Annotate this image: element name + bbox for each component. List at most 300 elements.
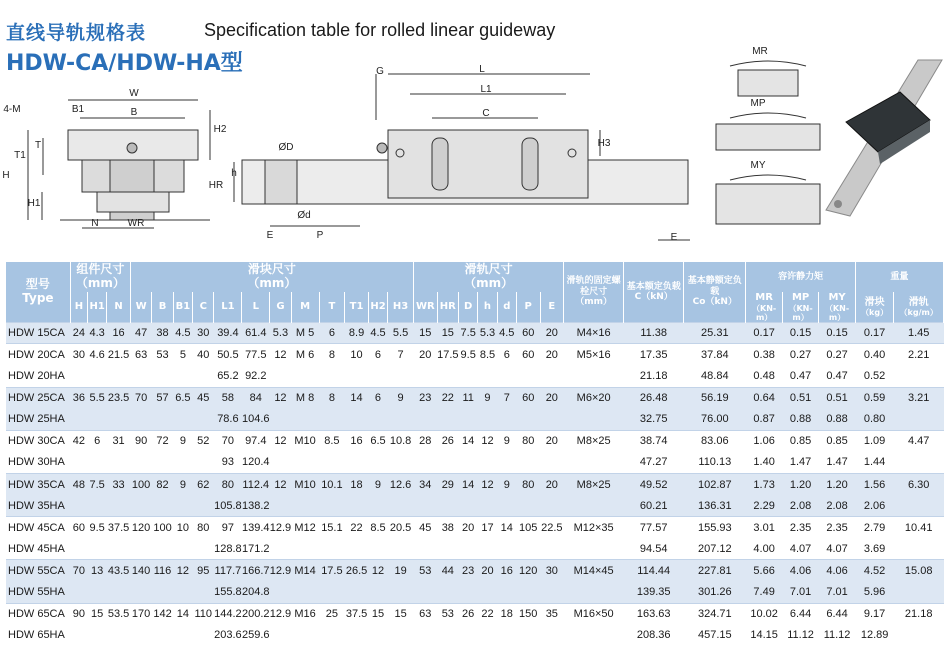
col-head-p: P [516, 292, 540, 322]
table-cell: 110.13 [698, 456, 732, 469]
table-cell [173, 582, 192, 604]
table-cell [368, 582, 387, 604]
table-cell: 116 [152, 560, 173, 582]
table-cell: 1.56 [855, 474, 894, 496]
table-cell [497, 582, 516, 604]
table-cell [87, 625, 106, 647]
table-cell: 80 [516, 474, 540, 496]
table-cell: 2.79 [855, 517, 894, 539]
table-cell: 301.26 [684, 582, 746, 604]
table-cell: 1.47 [826, 456, 848, 469]
moment-symbol: MY [828, 292, 846, 303]
table-cell: 7.5 [87, 474, 106, 496]
table-cell: 93 [221, 456, 235, 469]
table-cell: M 5 [291, 322, 319, 344]
table-cell: 60.21 [624, 495, 684, 517]
table-cell: 7 [388, 344, 414, 366]
label-wr: WR [127, 218, 145, 229]
table-cell: 62 [193, 474, 214, 496]
table-row [6, 430, 944, 452]
table-cell [459, 582, 478, 604]
table-cell [173, 538, 192, 560]
table-cell: 21.5 [107, 344, 131, 366]
table-cell: 20 [540, 430, 564, 452]
table-cell: 120 [516, 560, 540, 582]
col-head-h1: H1 [87, 292, 106, 322]
table-cell [516, 538, 540, 560]
table-cell: 0.88 [782, 409, 818, 431]
col-head-b1: B1 [173, 292, 192, 322]
table-cell: 4.5 [497, 322, 516, 344]
table-cell: M14 [291, 560, 319, 582]
table-cell: 9.5 [87, 517, 106, 539]
label-l: L [479, 64, 485, 75]
table-cell: 29 [437, 474, 458, 496]
table-cell [87, 452, 106, 474]
table-cell [497, 452, 516, 474]
head-assembly: 组件尺寸 [76, 262, 125, 277]
table-cell [107, 625, 131, 647]
table-cell [478, 409, 497, 431]
table-cell: 82 [152, 474, 173, 496]
table-row [6, 474, 944, 496]
model-cell: HDW 55HA [6, 582, 70, 604]
table-cell: 13 [87, 560, 106, 582]
table-cell: M14×45 [564, 560, 624, 582]
table-cell: 6 [497, 344, 516, 366]
table-row [6, 452, 944, 474]
table-cell: 97 [214, 517, 242, 539]
table-cell [319, 409, 345, 431]
head-bolt: 滑轨的固定螺栓尺寸 [566, 276, 621, 297]
table-cell: 12 [478, 474, 497, 496]
table-cell: 90 [130, 430, 151, 452]
table-cell: 47.27 [639, 456, 668, 469]
table-cell: 22 [478, 603, 497, 625]
table-cell [291, 582, 319, 604]
label-e: E [266, 230, 274, 241]
table-cell: 9 [388, 387, 414, 409]
table-cell: 0.27 [819, 344, 855, 366]
table-cell: 14 [459, 430, 478, 452]
label-c: C [482, 108, 490, 119]
table-cell: 2.21 [894, 344, 944, 366]
table-cell: 77.57 [624, 517, 684, 539]
table-cell: 60 [70, 517, 87, 539]
table-cell: 21.18 [894, 603, 944, 625]
model-cell: HDW 35HA [6, 495, 70, 517]
model-title: HDW-CA/HDW-HA型 [6, 51, 243, 76]
label-mp: MP [750, 98, 766, 109]
table-cell: 114.44 [624, 560, 684, 582]
label-mr: MR [752, 46, 768, 57]
table-cell: 10 [173, 517, 192, 539]
head-dyn-sym: C（kN） [634, 291, 673, 302]
table-cell: 0.15 [819, 322, 855, 344]
table-cell [414, 452, 438, 474]
table-cell: 47 [130, 322, 151, 344]
head-model-en: Type [22, 290, 54, 305]
table-cell: M8×25 [564, 430, 624, 452]
table-cell: 20 [478, 560, 497, 582]
table-cell [107, 582, 131, 604]
table-row [6, 582, 944, 604]
table-cell [70, 625, 87, 647]
table-cell: 2.06 [855, 495, 894, 517]
table-cell: 120 [130, 517, 151, 539]
table-cell: 80 [193, 517, 214, 539]
table-cell: 28 [414, 430, 438, 452]
table-cell [291, 625, 319, 647]
table-cell: M8×25 [564, 474, 624, 496]
table-cell: 4.00 [753, 542, 775, 555]
table-cell [173, 366, 192, 388]
label-b: B [130, 107, 138, 118]
table-cell: 0.27 [782, 344, 818, 366]
table-cell: 12 [270, 474, 291, 496]
table-cell: M12×35 [564, 517, 624, 539]
table-cell: 38 [152, 322, 173, 344]
table-cell [516, 366, 540, 388]
label-4m: 4-M [3, 104, 21, 115]
table-cell: 4.5 [368, 322, 387, 344]
table-cell [291, 495, 319, 517]
model-cell: HDW 45CA [6, 517, 70, 539]
table-cell [368, 495, 387, 517]
group-block [130, 262, 413, 292]
label-l1: L1 [480, 84, 492, 95]
table-row [6, 560, 944, 582]
table-cell: 4.52 [855, 560, 894, 582]
col-head-h: H [70, 292, 87, 322]
table-cell: 38 [437, 517, 458, 539]
title-cn: 直线导轨规格表 [6, 22, 147, 44]
table-cell: 9 [497, 430, 516, 452]
head-weight: 重量 [890, 271, 909, 282]
table-cell: 0.51 [782, 387, 818, 409]
table-cell: 0.87 [746, 409, 782, 431]
weight-unit: （kg） [861, 308, 889, 318]
table-cell [894, 538, 944, 560]
col-head-weight-block [855, 292, 894, 322]
col-head-h: h [478, 292, 497, 322]
table-cell: 56.19 [684, 387, 746, 409]
table-cell: 9 [173, 474, 192, 496]
table-cell [291, 452, 319, 474]
table-cell: 110 [193, 603, 214, 625]
table-cell [291, 409, 319, 431]
table-cell [497, 366, 516, 388]
table-cell: 65.2 [217, 370, 239, 383]
table-cell: 170 [130, 603, 151, 625]
table-cell [478, 625, 497, 647]
col-head-my [819, 292, 855, 322]
table-cell [70, 495, 87, 517]
col-head-h3: H3 [388, 292, 414, 322]
label-g: G [376, 66, 384, 77]
table-cell: 2.08 [782, 495, 818, 517]
table-cell: 50.5 [214, 344, 242, 366]
table-cell: 20 [459, 517, 478, 539]
table-cell: 10 [345, 344, 369, 366]
table-cell: 77.5 [242, 344, 270, 366]
head-dyn: 基本额定负载 [626, 281, 681, 292]
head-bolt-unit: （mm） [575, 297, 613, 308]
table-cell: 4.3 [87, 322, 106, 344]
col-head-mr [746, 292, 782, 322]
label-my: MY [750, 160, 766, 171]
table-cell: 72 [152, 430, 173, 452]
table-cell: 0.47 [789, 370, 812, 383]
table-cell: 60 [516, 322, 540, 344]
table-cell: 0.80 [855, 409, 894, 431]
table-cell [564, 495, 624, 517]
table-cell: 171.2 [242, 542, 270, 555]
table-cell [319, 495, 345, 517]
model-cell: HDW 20HA [8, 370, 65, 383]
table-cell: 12 [368, 560, 387, 582]
table-cell: 63 [414, 603, 438, 625]
col-head-g: G [270, 292, 291, 322]
table-cell [345, 538, 369, 560]
table-cell [173, 495, 192, 517]
table-cell: 17.5 [319, 560, 345, 582]
table-cell: 139.35 [624, 582, 684, 604]
table-cell [107, 452, 131, 474]
table-cell [437, 366, 458, 388]
table-cell [270, 495, 291, 517]
table-cell [564, 409, 624, 431]
label-p: P [316, 230, 324, 241]
table-cell: 138.2 [242, 495, 270, 517]
table-cell [193, 625, 214, 647]
table-cell: 3.01 [746, 517, 782, 539]
table-cell: 7.5 [459, 322, 478, 344]
moment-symbol: MP [791, 292, 810, 303]
table-cell: M10 [291, 474, 319, 496]
table-cell: 3.21 [894, 387, 944, 409]
head-rail-unit: （mm） [464, 276, 514, 290]
table-cell: 324.71 [684, 603, 746, 625]
table-cell [193, 495, 214, 517]
table-cell: 53.5 [107, 603, 131, 625]
table-cell: 15.08 [894, 560, 944, 582]
col-head-weight-rail [894, 292, 944, 322]
table-cell: 5.3 [478, 322, 497, 344]
table-cell: 2.29 [746, 495, 782, 517]
table-cell [152, 538, 173, 560]
table-cell: 9.17 [855, 603, 894, 625]
table-cell: 128.8 [214, 542, 242, 555]
guideway-photo [826, 60, 942, 216]
table-cell: 9 [478, 387, 497, 409]
table-cell: 90 [70, 603, 87, 625]
spec-table-body [6, 322, 944, 646]
table-cell: 140 [130, 560, 151, 582]
table-cell: 61.4 [242, 322, 270, 344]
col-head-d: d [497, 292, 516, 322]
table-cell [478, 366, 497, 388]
table-cell [173, 452, 192, 474]
col-head-n: N [107, 292, 131, 322]
table-cell: 22.5 [540, 517, 564, 539]
table-cell: 14 [497, 517, 516, 539]
table-cell: 0.48 [753, 370, 775, 383]
table-cell: 8.9 [345, 322, 369, 344]
table-row [6, 322, 944, 344]
table-row [6, 387, 944, 409]
table-cell: 0.47 [826, 370, 848, 383]
table-cell [437, 625, 458, 647]
table-cell: 78.6 [214, 409, 242, 431]
table-cell [564, 452, 624, 474]
table-cell: 15 [437, 322, 458, 344]
table-cell: 0.38 [746, 344, 782, 366]
table-cell: 457.15 [697, 629, 732, 642]
table-cell [497, 538, 516, 560]
table-cell [540, 409, 564, 431]
table-cell: 16 [107, 322, 131, 344]
table-cell: 58 [214, 387, 242, 409]
table-cell: 36 [70, 387, 87, 409]
table-cell: 0.17 [855, 322, 894, 344]
table-cell [478, 538, 497, 560]
table-cell: 14 [345, 387, 369, 409]
technical-drawings [0, 46, 950, 260]
table-cell [478, 495, 497, 517]
label-t1: T1 [14, 150, 26, 161]
table-cell: 12.9 [270, 517, 291, 539]
moment-unit: （KN-m） [788, 303, 813, 322]
table-cell [345, 582, 369, 604]
table-cell [414, 625, 438, 647]
col-static-load-head [684, 262, 746, 322]
group-weight [855, 262, 943, 292]
table-cell [564, 366, 624, 388]
table-cell [894, 366, 944, 388]
table-cell [107, 409, 131, 431]
table-cell [107, 495, 131, 517]
table-cell [414, 538, 438, 560]
label-b1: B1 [71, 104, 85, 115]
table-cell: 5.96 [855, 582, 894, 604]
table-cell: 3.69 [863, 542, 886, 555]
table-cell [319, 625, 345, 647]
table-cell: 63 [130, 344, 151, 366]
model-cell: HDW 25HA [6, 409, 70, 431]
table-cell [497, 625, 516, 647]
table-cell: 12.9 [270, 603, 291, 625]
table-cell: 4.5 [173, 322, 192, 344]
head-block: 滑块尺寸 [247, 262, 296, 277]
head-rail: 滑轨尺寸 [464, 262, 513, 277]
table-cell [497, 409, 516, 431]
table-cell: 26 [459, 603, 478, 625]
table-cell [894, 582, 944, 604]
model-cell: HDW 15CA [6, 322, 70, 344]
table-cell: 105.8 [214, 495, 242, 517]
table-cell: 5.5 [388, 322, 414, 344]
head-stat: 基本静额定负载 [687, 276, 742, 297]
moment-unit: （KN-m） [824, 303, 850, 322]
label-n: N [91, 218, 99, 229]
table-cell [193, 538, 214, 560]
table-row [6, 344, 944, 366]
table-cell: 1.44 [863, 456, 886, 469]
table-cell [894, 625, 944, 647]
table-cell: 20.5 [388, 517, 414, 539]
table-cell [345, 495, 369, 517]
table-cell: 11.12 [787, 629, 814, 642]
table-cell: 57 [152, 387, 173, 409]
table-cell: 100 [152, 517, 173, 539]
table-cell: 0.85 [782, 430, 818, 452]
table-cell [459, 538, 478, 560]
moment-labels [751, 46, 768, 171]
table-cell: 6 [368, 344, 387, 366]
table-cell [193, 366, 214, 388]
table-cell: 1.09 [855, 430, 894, 452]
front-view-drawing [28, 100, 210, 228]
table-cell [70, 409, 87, 431]
table-cell [152, 495, 173, 517]
table-cell: 92.2 [245, 370, 267, 383]
table-cell: 22 [345, 517, 369, 539]
table-cell: 11 [459, 387, 478, 409]
table-cell: 17.35 [624, 344, 684, 366]
table-cell [516, 495, 540, 517]
table-cell [564, 625, 624, 647]
table-cell: 200.2 [242, 603, 270, 625]
table-cell: 0.17 [746, 322, 782, 344]
table-cell: 30 [193, 322, 214, 344]
group-assembly [70, 262, 130, 292]
label-w: W [129, 88, 139, 99]
head-model-cn: 型号 [25, 277, 50, 292]
col-head-l: L [242, 292, 270, 322]
table-cell: M12 [291, 517, 319, 539]
table-cell [87, 538, 106, 560]
table-cell: 20 [540, 344, 564, 366]
table-cell: 2.08 [819, 495, 855, 517]
table-cell [459, 452, 478, 474]
table-cell [173, 625, 192, 647]
table-cell: 163.63 [624, 603, 684, 625]
table-cell: 0.52 [863, 370, 886, 383]
table-cell: 70 [214, 430, 242, 452]
table-cell: 2.35 [782, 517, 818, 539]
model-cell: HDW 65HA [8, 629, 65, 642]
table-cell [437, 582, 458, 604]
table-cell [388, 452, 414, 474]
table-cell [107, 366, 131, 388]
table-cell [270, 538, 291, 560]
table-cell: 15 [414, 322, 438, 344]
table-cell [270, 366, 291, 388]
table-cell: M6×20 [564, 387, 624, 409]
table-cell: 7 [497, 387, 516, 409]
table-cell [70, 452, 87, 474]
table-cell [478, 582, 497, 604]
table-cell: 26 [437, 430, 458, 452]
table-cell: 34 [414, 474, 438, 496]
table-cell: 32.75 [624, 409, 684, 431]
table-cell: 39.4 [214, 322, 242, 344]
table-cell [540, 366, 564, 388]
col-head-m: M [291, 292, 319, 322]
table-cell: 12.9 [270, 560, 291, 582]
table-cell: 5.3 [270, 322, 291, 344]
